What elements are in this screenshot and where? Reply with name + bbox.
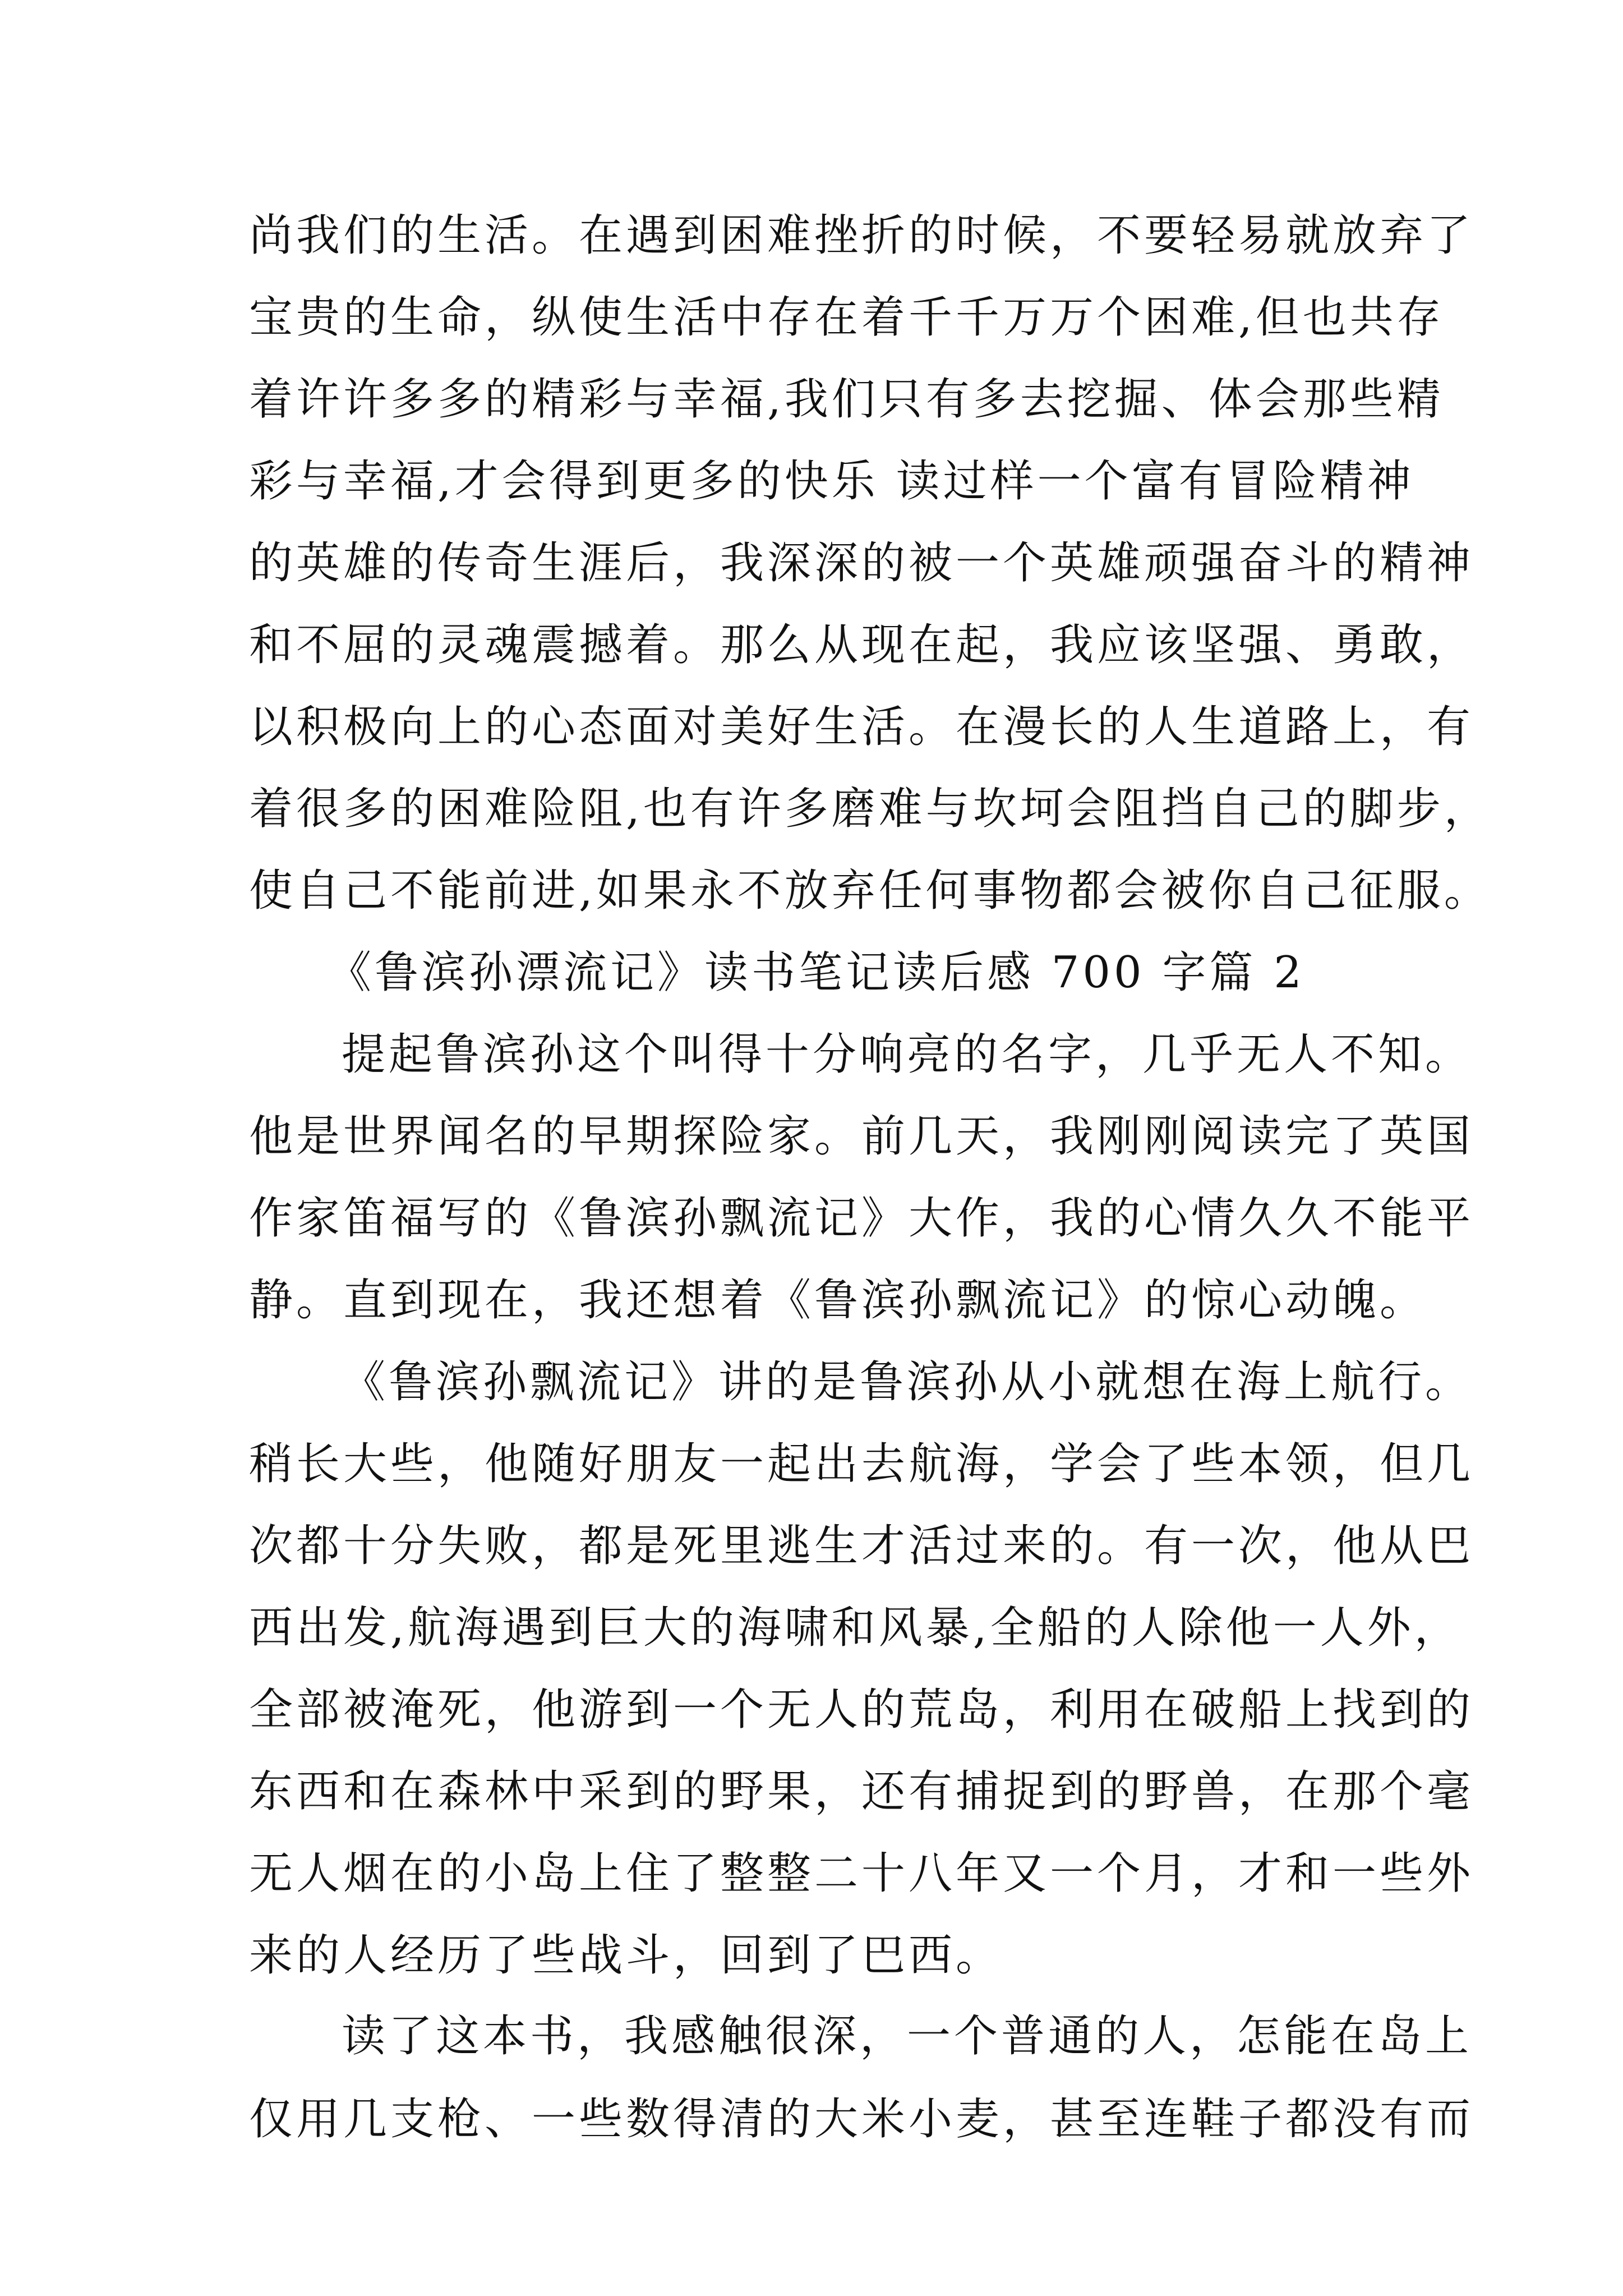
- paragraph-1-line-5: 的英雄的传奇生涯后，我深深的被一个英雄顽强奋斗的精神: [249, 538, 1474, 588]
- paragraph-1-line-3: 着许许多多的精彩与幸福,我们只有多去挖掘、体会那些精: [249, 374, 1444, 425]
- paragraph-1-line-4: 彩与幸福,才会得到更多的快乐 读过样一个富有冒险精神: [249, 456, 1414, 507]
- paragraph-1-line-6: 和不屈的灵魂震撼着。那么从现在起，我应该坚强、勇敢，: [249, 620, 1474, 670]
- paragraph-4-line-1: 读了这本书，我感触很深，一个普通的人，怎能在岛上: [342, 2011, 1473, 2062]
- paragraph-3-line-1: 《鲁滨孙飘流记》讲的是鲁滨孙从小就想在海上航行。: [342, 1357, 1473, 1407]
- paragraph-1-line-8: 着很多的困难险阻,也有许多磨难与坎坷会阻挡自己的脚步，: [249, 784, 1491, 834]
- section-heading: 《鲁滨孙漂流记》读书笔记读后感 700 字篇 2: [328, 947, 1305, 998]
- paragraph-3-line-4: 西出发,航海遇到巨大的海啸和风暴,全船的人除他一人外，: [249, 1603, 1461, 1653]
- paragraph-3-line-6: 东西和在森林中采到的野果，还有捕捉到的野兽，在那个毫: [249, 1766, 1474, 1817]
- paragraph-1-line-1: 尚我们的生活。在遇到困难挫折的时候，不要轻易就放弃了: [249, 210, 1474, 261]
- paragraph-3-line-5: 全部被淹死，他游到一个无人的荒岛，利用在破船上找到的: [249, 1685, 1474, 1735]
- paragraph-2-line-1: 提起鲁滨孙这个叫得十分响亮的名字，几乎无人不知。: [342, 1029, 1473, 1080]
- paragraph-4-line-2: 仅用几支枪、一些数得清的大米小麦，甚至连鞋子都没有而: [249, 2094, 1474, 2145]
- paragraph-2-line-4: 静。直到现在，我还想着《鲁滨孙飘流记》的惊心动魄。: [249, 1275, 1427, 1326]
- paragraph-3-line-8: 来的人经历了些战斗，回到了巴西。: [249, 1930, 1003, 1981]
- paragraph-1-line-9: 使自己不能前进,如果永不放弃任何事物都会被你自己征服。: [249, 866, 1491, 916]
- paragraph-1-line-7: 以积极向上的心态面对美好生活。在漫长的人生道路上，有: [249, 702, 1474, 752]
- paragraph-2-line-3: 作家笛福写的《鲁滨孙飘流记》大作，我的心情久久不能平: [249, 1193, 1474, 1244]
- paragraph-3-line-7: 无人烟在的小岛上住了整整二十八年又一个月，才和一些外: [249, 1848, 1474, 1899]
- paragraph-2-line-2: 他是世界闻名的早期探险家。前几天，我刚刚阅读完了英国: [249, 1111, 1474, 1162]
- paragraph-1-line-2: 宝贵的生命，纵使生活中存在着千千万万个困难,但也共存: [249, 292, 1444, 343]
- paragraph-3-line-3: 次都十分失败，都是死里逃生才活过来的。有一次，他从巴: [249, 1521, 1474, 1571]
- paragraph-3-line-2: 稍长大些，他随好朋友一起出去航海，学会了些本领，但几: [249, 1439, 1474, 1489]
